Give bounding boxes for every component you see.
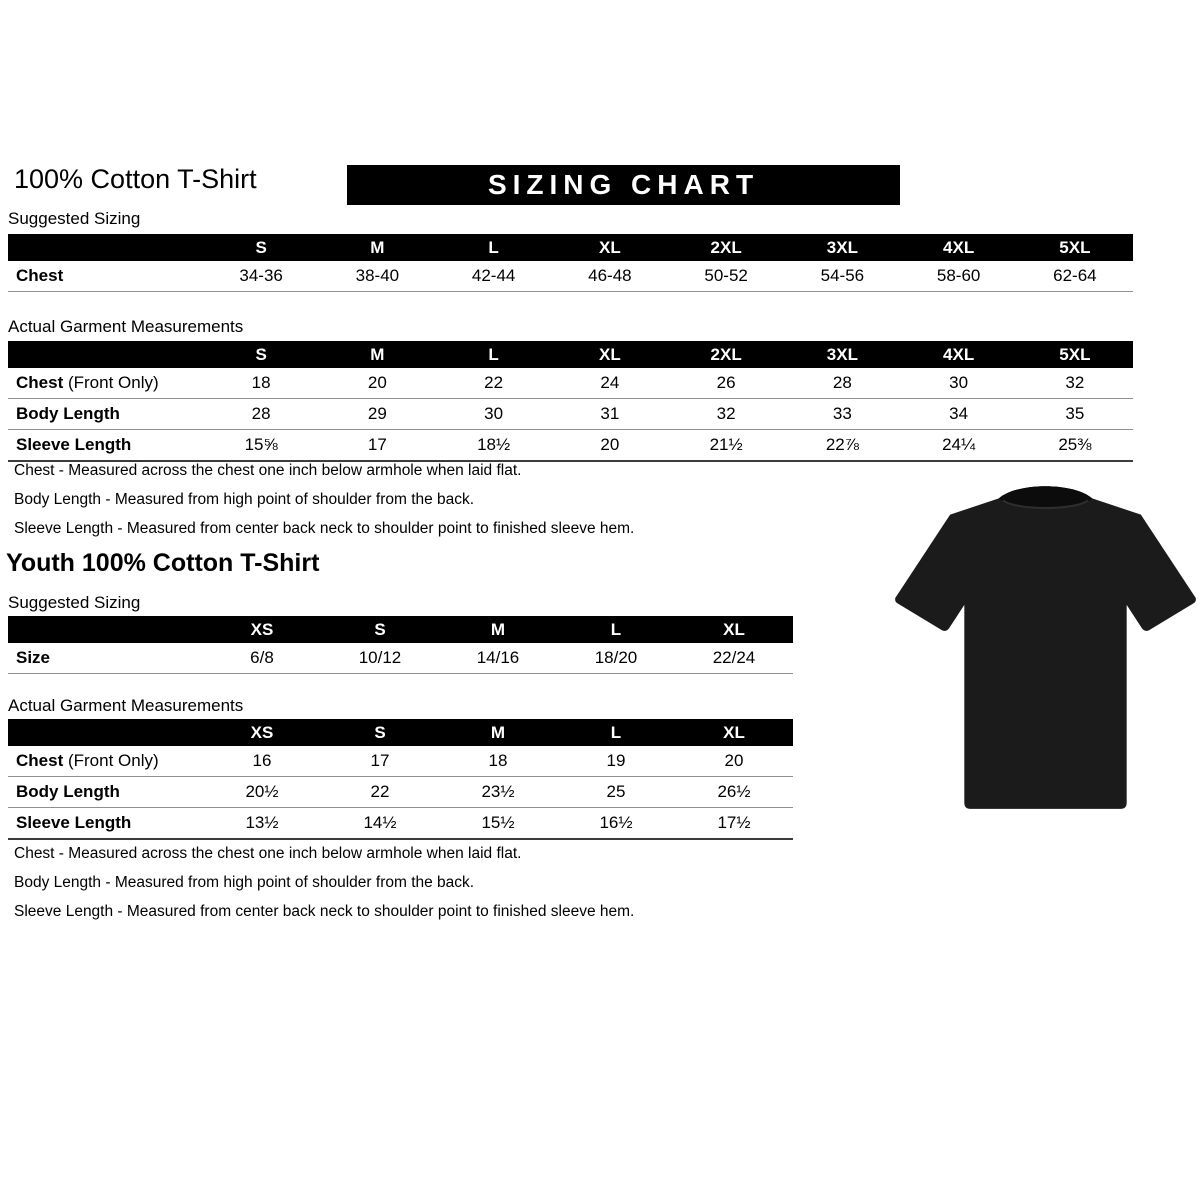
cell: 17 <box>370 751 390 770</box>
youth-measurement-notes <box>14 844 634 931</box>
cell: 24 <box>600 373 620 392</box>
row-label: Size <box>16 648 51 667</box>
tshirt-graphic <box>893 472 1198 817</box>
cell: 18 <box>488 751 508 770</box>
cell: 20 <box>367 373 387 392</box>
row-label: Body Length <box>16 404 120 423</box>
cell: 46-48 <box>588 266 632 285</box>
cell: 32 <box>1065 373 1085 392</box>
cell: 28 <box>832 373 852 392</box>
cell: 24¼ <box>942 435 976 454</box>
size-col-2xl: 2XL <box>668 341 784 368</box>
adult-suggested-sizing-label: Suggested Sizing <box>8 209 141 228</box>
size-col-5xl: 5XL <box>1017 234 1133 261</box>
note-body-length: Body Length - Measured from high point of shoulder from the back. <box>14 491 475 508</box>
cell: 18/20 <box>594 648 638 667</box>
size-col-m: M <box>439 719 557 746</box>
header-spacer <box>8 616 203 643</box>
size-col-5xl: 5XL <box>1017 341 1133 368</box>
cell: 25 <box>606 782 626 801</box>
table-row-sleeve-length <box>8 430 1133 462</box>
cell: 58-60 <box>936 266 981 285</box>
cell: 35 <box>1065 404 1085 423</box>
size-col-3xl: 3XL <box>784 341 900 368</box>
size-col-l: L <box>436 341 552 368</box>
cell: 16 <box>252 751 272 770</box>
size-col-l: L <box>557 719 675 746</box>
cell: 26½ <box>717 782 751 801</box>
adult-actual-measurements-label: Actual Garment Measurements <box>8 317 244 336</box>
size-header-row <box>8 341 1133 368</box>
adult-actual-measurements-table <box>8 341 1133 462</box>
size-col-2xl: 2XL <box>668 234 784 261</box>
cell: 21½ <box>709 435 743 454</box>
cell: 42-44 <box>471 266 516 285</box>
cell: 17 <box>367 435 387 454</box>
row-label: Chest (Front Only) <box>16 751 159 770</box>
cell: 38-40 <box>355 266 400 285</box>
sizing-chart-banner: SIZING CHART <box>347 165 900 205</box>
size-col-4xl: 4XL <box>901 341 1017 368</box>
size-col-xs: XS <box>203 719 321 746</box>
table-row-body-length <box>8 399 1133 430</box>
youth-suggested-sizing-label: Suggested Sizing <box>8 593 141 612</box>
note-chest: Chest - Measured across the chest one inch below armhole when laid flat. <box>14 845 522 862</box>
size-col-l: L <box>557 616 675 643</box>
header-spacer <box>8 719 203 746</box>
size-col-xs: XS <box>203 616 321 643</box>
cell: 30 <box>949 373 969 392</box>
row-label: Chest (Front Only) <box>16 373 159 392</box>
youth-suggested-sizing-table <box>8 616 793 674</box>
cell: 22/24 <box>712 648 756 667</box>
youth-actual-measurements-label: Actual Garment Measurements <box>8 696 244 715</box>
size-col-m: M <box>319 341 435 368</box>
size-header-row <box>8 234 1133 261</box>
cell: 50-52 <box>704 266 748 285</box>
cell: 34-36 <box>239 266 283 285</box>
cell: 19 <box>606 751 626 770</box>
cell: 20½ <box>245 782 279 801</box>
table-row-sleeve-length <box>8 808 793 840</box>
cell: 17½ <box>717 813 751 832</box>
cell: 29 <box>367 404 387 423</box>
size-col-xl: XL <box>675 719 793 746</box>
row-label: Body Length <box>16 782 120 801</box>
size-col-m: M <box>439 616 557 643</box>
tshirt-image <box>893 472 1198 817</box>
cell: 14½ <box>363 813 397 832</box>
cell: 20 <box>600 435 620 454</box>
cell: 15⅝ <box>244 435 278 454</box>
adult-measurement-notes <box>14 461 634 548</box>
cell: 32 <box>716 404 736 423</box>
row-label: Sleeve Length <box>16 813 132 832</box>
cell: 25⅜ <box>1058 435 1092 454</box>
size-col-xl: XL <box>552 341 668 368</box>
cell: 18½ <box>477 435 511 454</box>
table-row-chest <box>8 746 793 777</box>
size-header-row <box>8 719 793 746</box>
size-col-xl: XL <box>552 234 668 261</box>
cell: 22 <box>370 782 390 801</box>
size-col-3xl: 3XL <box>784 234 900 261</box>
cell: 22⅞ <box>825 435 859 454</box>
cell: 54-56 <box>820 266 865 285</box>
table-row-body-length <box>8 777 793 808</box>
cell: 6/8 <box>250 648 274 667</box>
cell: 23½ <box>481 782 515 801</box>
note-body-length: Body Length - Measured from high point of shoulder from the back. <box>14 874 475 891</box>
cell: 34 <box>949 404 969 423</box>
cell: 16½ <box>599 813 633 832</box>
cell: 20 <box>724 751 744 770</box>
row-label: Sleeve Length <box>16 435 132 454</box>
size-col-s: S <box>203 341 319 368</box>
size-col-s: S <box>203 234 319 261</box>
table-row-chest <box>8 261 1133 292</box>
adult-suggested-sizing-table <box>8 234 1133 292</box>
youth-title: Youth 100% Cotton T-Shirt <box>6 549 320 577</box>
cell: 14/16 <box>476 648 520 667</box>
page-title: 100% Cotton T-Shirt <box>14 164 257 194</box>
cell: 18 <box>251 373 271 392</box>
cell: 28 <box>251 404 271 423</box>
cell: 15½ <box>481 813 515 832</box>
note-sleeve-length: Sleeve Length - Measured from center back neck to shoulder point to finished sleeve hem. <box>14 520 635 537</box>
cell: 62-64 <box>1053 266 1097 285</box>
size-col-l: L <box>436 234 552 261</box>
size-header-row <box>8 616 793 643</box>
table-row-chest <box>8 368 1133 399</box>
cell: 33 <box>832 404 852 423</box>
size-col-xl: XL <box>675 616 793 643</box>
size-col-s: S <box>321 719 439 746</box>
note-sleeve-length: Sleeve Length - Measured from center back neck to shoulder point to finished sleeve hem. <box>14 903 635 920</box>
header-spacer <box>8 234 203 261</box>
cell: 22 <box>484 373 504 392</box>
size-col-4xl: 4XL <box>901 234 1017 261</box>
row-label: Chest <box>16 266 64 285</box>
youth-actual-measurements-table <box>8 719 793 840</box>
cell: 30 <box>484 404 504 423</box>
cell: 10/12 <box>358 648 402 667</box>
note-chest: Chest - Measured across the chest one inch below armhole when laid flat. <box>14 462 522 479</box>
table-row-size <box>8 643 793 674</box>
cell: 31 <box>600 404 620 423</box>
cell: 13½ <box>245 813 279 832</box>
size-col-s: S <box>321 616 439 643</box>
cell: 26 <box>716 373 736 392</box>
size-col-m: M <box>319 234 435 261</box>
header-spacer <box>8 341 203 368</box>
